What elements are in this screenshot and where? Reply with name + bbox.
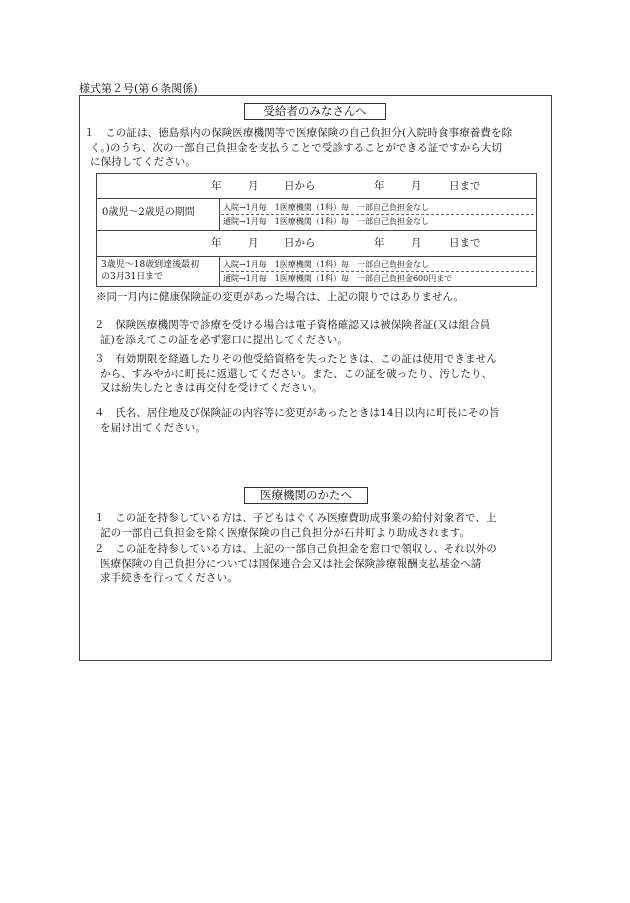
recipients-heading: 受給者のみなさんへ [244,103,386,120]
item-4 [94,406,544,435]
item-4-line-1: ４ 氏名、居住地及び保険証の内容等に変更があったときは14日以内に町長にその旨 [94,407,500,419]
change-note: ※同一月内に健康保険証の変更があった場合は、上記の限りではありません。 [96,291,465,303]
item-1 [84,126,548,170]
item-3-line-1: ３ 有効期限を経過したりその他受給資格を失ったときは、この証は使用できません [94,353,497,365]
day-until-label: 日まで [449,237,481,249]
row-1-inpatient: 入院→1月毎 1医療機関（1科）毎 一部自己負担金なし [223,203,429,212]
medical-item-1-line-2: 記の一部自己負担金を除く医療保険の自己負担分が石井町より助成されます。 [100,526,471,539]
row-2-label [101,259,199,283]
medical-item-2-line-2: 医療保険の自己負担分については国保連合会又は社会保険診療報酬支払基金へ請 [100,557,482,570]
row-1-label: 0歳児～2歳児の期間 [102,207,195,218]
item-2-line-1: ２ 保険医療機関等で診療を受ける場合は電子資格確認又は被保険者証(又は組合員 [94,319,491,331]
medical-item-2-line-3: 求手続きを行ってください。 [100,572,238,584]
year-label: 年 [211,180,222,192]
medical-institutions-heading: 医療機関のかたへ [244,487,368,504]
month-label: 月 [248,237,259,249]
coverage-table [96,173,537,287]
year-label: 年 [374,237,385,249]
year-label: 年 [374,180,385,192]
month-label: 月 [411,180,422,192]
item-3-line-3: 又は紛失したときは再交付を受けてください。 [100,382,323,394]
row-2-label-line-1: 3歳児～18歳到達後最初 [101,260,200,270]
row-1-outpatient: 通院→1月毎 1医療機関（1科）毎 一部自己負担金なし [223,217,429,226]
date-range-row-2 [97,231,536,253]
date-range-row-1 [97,174,536,196]
item-4-line-2: を届け出てください。 [100,421,206,434]
row-2-outpatient: 通院→1月毎 1医療機関（1科）毎 一部自己負担金600円まで [223,274,453,283]
item-3 [94,352,544,396]
item-2 [94,318,544,347]
item-3-line-2: から、すみやかに町長に返還してください。また、この証を破ったり、汚したり、 [100,367,493,380]
row-2-inpatient: 入院→1月毎 1医療機関（1科）毎 一部自己負担金なし [223,260,429,269]
medical-item-1-line-1: １ この証を持参している方は、子どもはぐくみ医療費助成事業の給付対象者で、上 [94,512,497,524]
item-1-line-3: に保持してください。 [90,156,196,168]
month-label: 月 [248,180,259,192]
item-2-line-2: 証)を添えてこの証を必ず窓口に提出してください。 [100,333,348,346]
item-1-line-2: く。)のうち、次の一部自己負担金を支払うことで受診することができる証ですから大切 [90,141,503,154]
day-until-label: 日まで [449,180,481,192]
day-from-label: 日から [284,180,316,192]
medical-item-2-line-1: ２ この証を持参している方は、上記の一部自己負担金を窓口で領収し、それ以外の [94,543,497,555]
form-number: 様式第２号(第６条関係) [79,82,198,95]
month-label: 月 [411,237,422,249]
certificate-frame [79,95,552,661]
year-label: 年 [211,237,222,249]
medical-item-1 [94,511,546,540]
item-1-line-1: １ この証は、徳島県内の保険医療機関等で医療保険の自己負担分(入院時食事療養費を除 [84,127,513,139]
day-from-label: 日から [284,237,316,249]
row-2-label-line-2: の3月31日まで [101,272,164,282]
medical-item-2 [94,542,546,586]
